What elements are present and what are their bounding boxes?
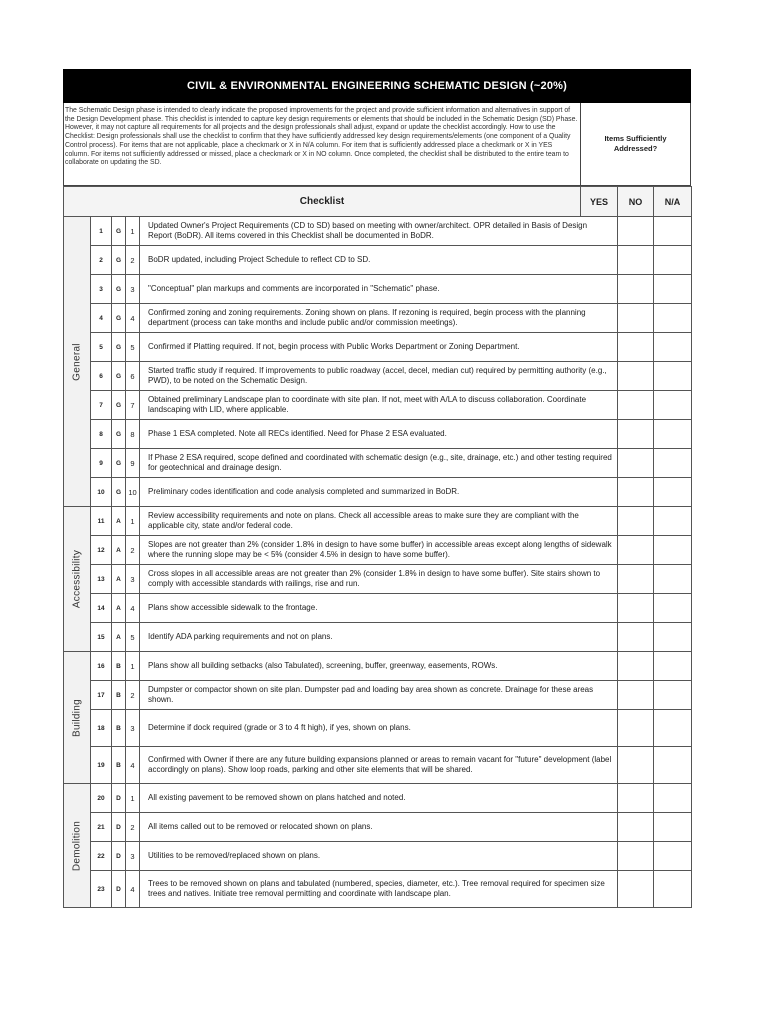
item-description: If Phase 2 ESA required, scope defined and coordinated with schematic design (e.g., site, drainage, etc.) and other testing required for geotechnical and drainage design. [140,449,618,478]
section-cell [64,217,91,507]
item-number: 13 [91,565,112,594]
item-sub-number: 4 [126,594,140,623]
item-sub-number: 2 [126,536,140,565]
section-label: Demolition [71,820,83,871]
yes-checkbox-cell[interactable] [618,565,654,594]
no-checkbox-cell[interactable] [654,747,692,784]
yes-checkbox-cell[interactable] [618,275,654,304]
item-number: 11 [91,507,112,536]
no-checkbox-cell[interactable] [654,362,692,391]
table-row [64,652,692,681]
item-description: All existing pavement to be removed shown on plans hatched and noted. [140,784,618,813]
item-category-code: A [112,507,126,536]
item-sub-number: 10 [126,478,140,507]
item-category-code: D [112,813,126,842]
yes-header: YES [581,187,618,217]
no-checkbox-cell[interactable] [654,594,692,623]
item-category-code: B [112,710,126,747]
item-sub-number: 1 [126,784,140,813]
no-checkbox-cell[interactable] [654,420,692,449]
item-description: Started traffic study if required. If improvements to public roadway (accel, decel, median cut) required by permitting authority (e.g., PWD), to be noted on the Schematic Design. [140,362,618,391]
item-number: 16 [91,652,112,681]
no-checkbox-cell[interactable] [654,842,692,871]
yes-checkbox-cell[interactable] [618,747,654,784]
item-description: Identify ADA parking requirements and not on plans. [140,623,618,652]
item-category-code: A [112,594,126,623]
no-checkbox-cell[interactable] [654,246,692,275]
section-cell [64,507,91,652]
item-description: Confirmed with Owner if there are any future building expansions planned or areas to remain vacant for "future" development (label accordingly on plans). Show loop roads, parking and other site elements that will be shared. [140,747,618,784]
item-description: Updated Owner's Project Requirements (CD to SD) based on meeting with owner/architect. OPR detailed in Basis of Design Report (BoDR). All items covered in this Checklist shall be documented in BoDR. [140,217,618,246]
yes-checkbox-cell[interactable] [618,362,654,391]
yes-checkbox-cell[interactable] [618,842,654,871]
yes-checkbox-cell[interactable] [618,304,654,333]
item-number: 5 [91,333,112,362]
table-row [64,871,692,908]
item-number: 21 [91,813,112,842]
yes-checkbox-cell[interactable] [618,594,654,623]
item-sub-number: 2 [126,681,140,710]
item-category-code: G [112,217,126,246]
yes-checkbox-cell[interactable] [618,420,654,449]
no-checkbox-cell[interactable] [654,623,692,652]
section-label: General [71,342,83,381]
item-sub-number: 2 [126,813,140,842]
item-description: Trees to be removed shown on plans and tabulated (numbered, species, diameter, etc.). Tree removal required for specimen size trees and natives. Initiate tree removal permitting and coordinate with landscape plan. [140,871,618,908]
item-number: 4 [91,304,112,333]
table-row [64,565,692,594]
item-number: 23 [91,871,112,908]
item-number: 22 [91,842,112,871]
checklist-sheet [63,69,691,908]
item-description: "Conceptual" plan markups and comments are incorporated in "Schematic" phase. [140,275,618,304]
item-number: 10 [91,478,112,507]
item-description: Utilities to be removed/replaced shown on plans. [140,842,618,871]
item-category-code: G [112,304,126,333]
no-checkbox-cell[interactable] [654,652,692,681]
item-category-code: D [112,784,126,813]
item-category-code: B [112,652,126,681]
item-description: Determine if dock required (grade or 3 to 4 ft high), if yes, shown on plans. [140,710,618,747]
item-number: 2 [91,246,112,275]
no-checkbox-cell[interactable] [654,813,692,842]
item-number: 8 [91,420,112,449]
item-category-code: G [112,391,126,420]
table-row [64,275,692,304]
item-description: BoDR updated, including Project Schedule to reflect CD to SD. [140,246,618,275]
table-row [64,449,692,478]
item-sub-number: 8 [126,420,140,449]
no-checkbox-cell[interactable] [654,304,692,333]
item-description: Obtained preliminary Landscape plan to coordinate with site plan. If not, meet with A/LA to discuss collaboration. Coordinate landscaping with LID, where applicable. [140,391,618,420]
checklist-table [63,186,692,908]
item-description: Dumpster or compactor shown on site plan. Dumpster pad and loading bay area shown as concrete. Drainage for these areas shown. [140,681,618,710]
no-checkbox-cell[interactable] [654,217,692,246]
item-sub-number: 6 [126,362,140,391]
no-checkbox-cell[interactable] [654,449,692,478]
yes-checkbox-cell[interactable] [618,652,654,681]
item-description: Confirmed if Platting required. If not, begin process with Public Works Department or Zoning Department. [140,333,618,362]
yes-checkbox-cell[interactable] [618,784,654,813]
item-category-code: G [112,449,126,478]
yes-checkbox-cell[interactable] [618,871,654,908]
table-row [64,594,692,623]
item-category-code: A [112,565,126,594]
section-label: Accessibility [71,549,83,609]
yes-checkbox-cell[interactable] [618,449,654,478]
table-row [64,710,692,747]
no-checkbox-cell[interactable] [654,784,692,813]
table-row [64,842,692,871]
na-header: N/A [654,187,692,217]
item-description: Confirmed zoning and zoning requirements. Zoning shown on plans. If rezoning is required, begin process with the planning department (process can take months and include public and/or commission meetings). [140,304,618,333]
item-number: 15 [91,623,112,652]
item-sub-number: 9 [126,449,140,478]
checklist-header: Checklist [64,187,581,217]
item-sub-number: 4 [126,747,140,784]
table-row [64,246,692,275]
item-description: Plans show all building setbacks (also Tabulated), screening, buffer, greenway, easements, ROWs. [140,652,618,681]
no-checkbox-cell[interactable] [654,871,692,908]
section-label: Building [71,698,83,737]
item-number: 7 [91,391,112,420]
addressed-question: Items Sufficiently Addressed? [604,134,667,153]
item-sub-number: 4 [126,871,140,908]
item-number: 20 [91,784,112,813]
no-checkbox-cell[interactable] [654,275,692,304]
item-sub-number: 3 [126,710,140,747]
item-description: Review accessibility requirements and note on plans. Check all accessible areas to make sure they are compliant with the applicable city, state and/or federal code. [140,507,618,536]
yes-checkbox-cell[interactable] [618,710,654,747]
table-header-row [64,187,692,217]
item-number: 12 [91,536,112,565]
item-number: 17 [91,681,112,710]
no-checkbox-cell[interactable] [654,333,692,362]
table-row [64,623,692,652]
table-row [64,304,692,333]
item-sub-number: 1 [126,217,140,246]
section-cell [64,784,91,908]
item-category-code: G [112,420,126,449]
table-row [64,362,692,391]
yes-checkbox-cell[interactable] [618,536,654,565]
yes-checkbox-cell[interactable] [618,681,654,710]
yes-checkbox-cell[interactable] [618,623,654,652]
no-checkbox-cell[interactable] [654,681,692,710]
yes-checkbox-cell[interactable] [618,391,654,420]
item-sub-number: 7 [126,391,140,420]
table-row [64,333,692,362]
item-sub-number: 5 [126,333,140,362]
item-number: 1 [91,217,112,246]
table-row [64,217,692,246]
item-sub-number: 1 [126,652,140,681]
section-cell [64,652,91,784]
item-sub-number: 5 [126,623,140,652]
item-category-code: A [112,536,126,565]
document-title: CIVIL & ENVIRONMENTAL ENGINEERING SCHEMATIC DESIGN (~20%) [63,69,691,103]
yes-checkbox-cell[interactable] [618,507,654,536]
item-number: 18 [91,710,112,747]
yes-checkbox-cell[interactable] [618,813,654,842]
table-row [64,536,692,565]
item-number: 3 [91,275,112,304]
table-row [64,420,692,449]
item-number: 14 [91,594,112,623]
item-category-code: D [112,871,126,908]
table-row [64,391,692,420]
no-checkbox-cell[interactable] [654,391,692,420]
item-description: Phase 1 ESA completed. Note all RECs identified. Need for Phase 2 ESA evaluated. [140,420,618,449]
yes-checkbox-cell[interactable] [618,217,654,246]
table-row [64,681,692,710]
item-sub-number: 4 [126,304,140,333]
table-row [64,507,692,536]
item-category-code: B [112,747,126,784]
intro-block [63,103,691,186]
item-description: Cross slopes in all accessible areas are not greater than 2% (consider 1.8% in design to have some buffer). Site stairs shown to comply with accessible standards with railings, rise and run. [140,565,618,594]
table-row [64,813,692,842]
item-sub-number: 3 [126,275,140,304]
item-sub-number: 3 [126,565,140,594]
item-category-code: D [112,842,126,871]
item-description: Plans show accessible sidewalk to the frontage. [140,594,618,623]
table-row [64,747,692,784]
no-header: NO [618,187,654,217]
item-description: Slopes are not greater than 2% (consider 1.8% in design to have some buffer) in accessible areas except along lengths of sidewalk where the running slope may be < 5% (consider 4.5% in design to have some buffer). [140,536,618,565]
item-description: Preliminary codes identification and code analysis completed and summarized in BoDR. [140,478,618,507]
item-sub-number: 1 [126,507,140,536]
item-sub-number: 3 [126,842,140,871]
item-category-code: G [112,478,126,507]
no-checkbox-cell[interactable] [654,536,692,565]
item-number: 19 [91,747,112,784]
yes-checkbox-cell[interactable] [618,333,654,362]
item-category-code: G [112,333,126,362]
item-description: All items called out to be removed or relocated shown on plans. [140,813,618,842]
table-row [64,784,692,813]
item-number: 6 [91,362,112,391]
item-sub-number: 2 [126,246,140,275]
yes-checkbox-cell[interactable] [618,478,654,507]
item-category-code: G [112,246,126,275]
no-checkbox-cell[interactable] [654,478,692,507]
item-category-code: G [112,362,126,391]
yes-checkbox-cell[interactable] [618,246,654,275]
item-category-code: B [112,681,126,710]
table-row [64,478,692,507]
no-checkbox-cell[interactable] [654,565,692,594]
intro-text: The Schematic Design phase is intended to clearly indicate the proposed improvements for the project and provide sufficient information and alternatives in support of the Design Development phase. This checklist is intended to capture key design requirements or elements that should be included in the Schematic Design (SD) Phase. However, it may not capture all requirements for all projects and the design professionals shall adjust, expand or update the checklist accordingly. How to use the Checklist: Design professionals shall use the checklist to confirm that they have sufficiently addressed key design requirements/elements (one component of a Quality Control process). For items that are not applicable, place a checkmark or X in N/A column. For item that is sufficiently addressed place a checkmark or X in YES column. For items not sufficiently addressed or missed, place a checkmark or X in NO column. Once completed, the checklist shall be distributed to the entire team to collaborate on updating the SD. [64,103,581,185]
item-category-code: A [112,623,126,652]
no-checkbox-cell[interactable] [654,507,692,536]
item-number: 9 [91,449,112,478]
item-category-code: G [112,275,126,304]
no-checkbox-cell[interactable] [654,710,692,747]
checklist-body [64,217,692,908]
